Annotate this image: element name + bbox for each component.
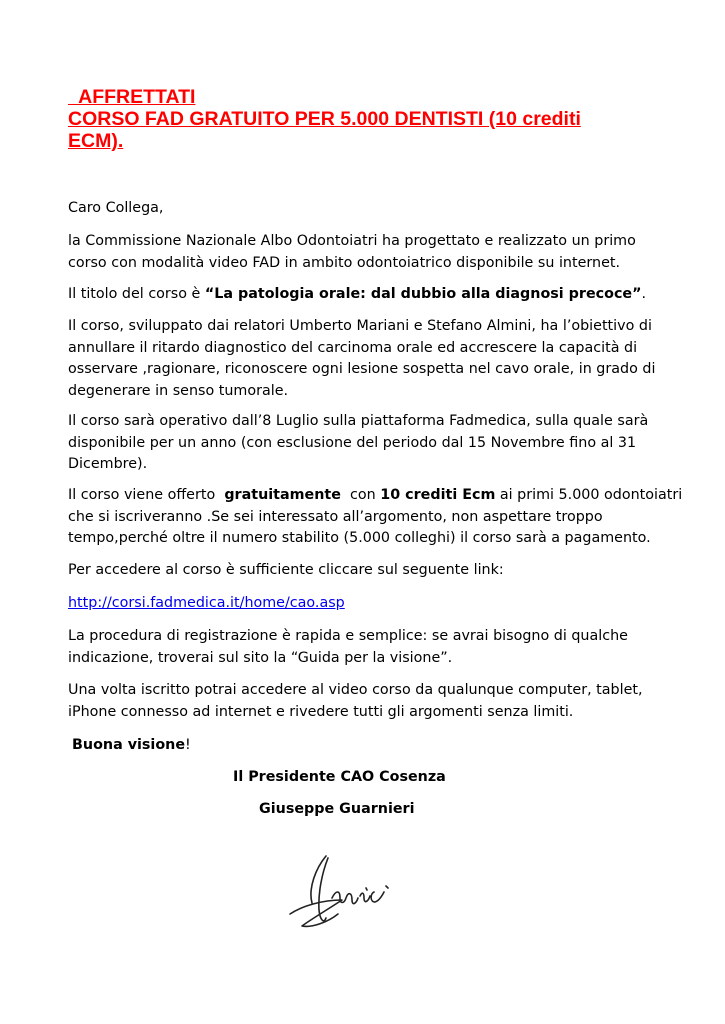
- handwritten-signature: [282, 848, 402, 933]
- paragraph-intro-line-2: corso con modalità video FAD in ambito odontoiatrico disponibile su internet.: [68, 254, 621, 271]
- course-title: “La patologia orale: dal dubbio alla diagnosi precoce”: [204, 286, 642, 302]
- paragraph-devices-line-2: iPhone connesso ad internet e rivedere tutti gli argomenti senza limiti.: [68, 703, 574, 720]
- course-title-prefix: Il titolo del corso è: [68, 286, 205, 302]
- paragraph-registration-line-2: indicazione, troverai sul sito la “Guida per la visione”.: [68, 649, 453, 666]
- paragraph-offer: [68, 485, 683, 550]
- paragraph-devices-line-1: Una volta iscritto potrai accedere al video corso da qualunque computer, tablet,: [68, 682, 643, 698]
- heading-line-2: CORSO FAD GRATUITO PER 5.000 DENTISTI (10 crediti: [68, 108, 581, 130]
- announcement-heading: [68, 86, 658, 152]
- offer-credits: 10 crediti Ecm: [380, 487, 496, 503]
- paragraph-registration: [68, 626, 668, 669]
- course-link[interactable]: http://corsi.fadmedica.it/home/cao.asp: [68, 595, 345, 611]
- offer-text-c: con: [340, 487, 381, 503]
- paragraph-availability-line-3: Dicembre).: [68, 456, 148, 472]
- paragraph-course-title: [68, 284, 668, 306]
- closing-line: [72, 735, 672, 757]
- closing-bold: Buona visione: [72, 737, 186, 753]
- paragraph-availability: [68, 411, 668, 476]
- paragraph-link: [68, 593, 668, 615]
- paragraph-access-text: Per accedere al corso è sufficiente cliccare sul seguente link:: [68, 562, 504, 578]
- paragraph-availability-line-1: Il corso sarà operativo dall’8 Luglio sulla piattaforma Fadmedica, sulla quale sarà: [68, 413, 649, 429]
- paragraph-offer-line-2: che si iscriveranno .Se sei interessato all’argomento, non aspettare troppo: [68, 508, 603, 525]
- offer-text-e: ai primi 5.000 odontoiatri: [495, 487, 683, 503]
- paragraph-objective-line-1: Il corso, sviluppato dai relatori Umberto Mariani e Stefano Almini, ha l’obiettivo di: [68, 318, 652, 334]
- paragraph-access: [68, 560, 668, 582]
- paragraph-intro-line-1: la Commissione Nazionale Albo Odontoiatri ha progettato e realizzato un primo: [68, 233, 636, 249]
- closing: [72, 735, 672, 757]
- signer-title: Il Presidente CAO Cosenza: [233, 769, 446, 785]
- heading-line-1: AFFRETTATI: [68, 86, 196, 108]
- paragraph-devices: [68, 680, 668, 723]
- signer-name: Giuseppe Guarnieri: [259, 801, 415, 817]
- paragraph-availability-line-2: disponibile per un anno (con esclusione del periodo dal 15 Novembre fino al 31: [68, 434, 637, 451]
- paragraph-course-title-line: [68, 284, 668, 306]
- closing-rest: !: [185, 737, 191, 753]
- paragraph-objective-line-2: annullare il ritardo diagnostico del carcinoma orale ed accrescere la capacità di: [68, 339, 638, 356]
- offer-text-a: Il corso viene offerto: [68, 487, 225, 503]
- offer-free: gratuitamente: [224, 487, 341, 503]
- paragraph-objective: [68, 316, 668, 402]
- paragraph-offer-line-1: [68, 485, 683, 507]
- greeting-text: Caro Collega,: [68, 200, 164, 216]
- paragraph-objective-line-4: degenerare in senso tumorale.: [68, 382, 289, 399]
- paragraph-intro: [68, 231, 668, 274]
- paragraph-offer-line-3: tempo,perché oltre il numero stabilito (5.000 colleghi) il corso sarà a pagamento.: [68, 530, 651, 546]
- course-title-suffix: .: [641, 286, 647, 302]
- paragraph-objective-line-3: osservare ,ragionare, riconoscere ogni lesione sospetta nel cavo orale, in grado di: [68, 361, 656, 377]
- heading-line-3: ECM).: [68, 130, 124, 152]
- paragraph-registration-line-1: La procedura di registrazione è rapida e semplice: se avrai bisogno di qualche: [68, 628, 628, 644]
- greeting: [68, 198, 668, 220]
